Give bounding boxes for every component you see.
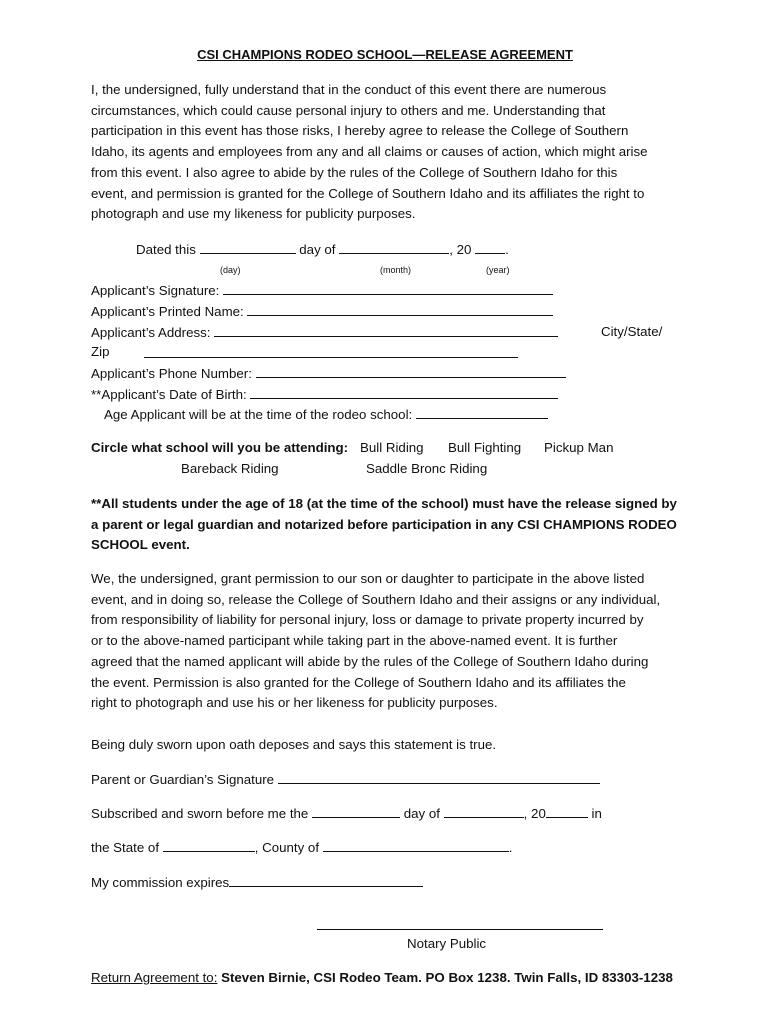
address-label: Applicant’s Address: — [91, 325, 211, 340]
return-address: Steven Birnie, CSI Rodeo Team. PO Box 1238. Twin Falls, ID 83303-1238 — [221, 970, 673, 985]
zip-label: Zip — [91, 344, 110, 359]
month-hint: (month) — [380, 265, 412, 275]
printed-name-field[interactable] — [247, 303, 553, 316]
age-row — [104, 406, 548, 422]
subscribed-day-of: day of — [403, 806, 440, 821]
guardian-line: from responsibility of liability for personal injury, loss or damage to private property incurred by — [91, 612, 644, 628]
day-blank[interactable] — [200, 241, 296, 254]
guardian-line: or to the above-named participant while taking part in the above-named event. It is further — [91, 633, 618, 649]
address-row — [91, 324, 558, 340]
intro-line: Idaho, its agents and employees from any and all claims or causes of action, which might arise — [91, 144, 648, 160]
dob-field[interactable] — [250, 386, 558, 399]
dated-period: . — [505, 242, 509, 257]
return-row — [91, 970, 673, 985]
option-bull-riding[interactable]: Bull Riding — [360, 440, 424, 455]
year-blank[interactable] — [475, 241, 505, 254]
intro-line: photograph and use my likeness for publicity purposes. — [91, 206, 416, 222]
option-pickup-man[interactable]: Pickup Man — [544, 440, 614, 455]
intro-paragraph — [91, 80, 691, 225]
intro-line: from this event. I also agree to abide by the rules of the College of Southern Idaho for this — [91, 164, 618, 180]
commission-label: My commission expires — [91, 875, 230, 890]
state-label: the State of — [91, 840, 160, 855]
oath-statement: Being duly sworn upon oath deposes and says this statement is true. — [91, 737, 497, 752]
subscribed-year-field[interactable] — [546, 805, 588, 818]
month-blank[interactable] — [339, 241, 449, 254]
minor-notice — [91, 494, 711, 556]
day-hint: (day) — [220, 265, 241, 275]
signature-label: Applicant’s Signature: — [91, 283, 220, 298]
commission-row — [91, 874, 423, 890]
dated-label: Dated this — [136, 242, 196, 257]
page-title: CSI CHAMPIONS RODEO SCHOOL—RELEASE AGREEMENT — [197, 47, 573, 62]
phone-label: Applicant’s Phone Number: — [91, 366, 252, 381]
guardian-line: agreed that the named applicant will abide by the rules of the College of Southern Idaho during — [91, 653, 649, 669]
county-field[interactable] — [323, 839, 509, 852]
commission-field[interactable] — [229, 874, 423, 887]
year-hint: (year) — [486, 265, 510, 275]
intro-line: participation in this event has those risks, I hereby agree to release the College of Southern — [91, 123, 629, 139]
address-field[interactable] — [214, 324, 558, 337]
city-state-label: City/State/ — [601, 324, 663, 339]
notice-line: **All students under the age of 18 (at the time of the school) must have the release signed by — [91, 496, 677, 511]
notary-signature-line[interactable] — [317, 929, 603, 930]
option-bareback-riding[interactable]: Bareback Riding — [181, 461, 279, 476]
intro-line: circumstances, which could cause personal injury to others and me. Understanding that — [91, 102, 606, 118]
subscribed-label: Subscribed and sworn before me the — [91, 806, 309, 821]
option-bull-fighting[interactable]: Bull Fighting — [448, 440, 522, 455]
dob-label: **Applicant’s Date of Birth: — [91, 387, 247, 402]
guardian-signature-row — [91, 771, 600, 787]
dob-row — [91, 386, 558, 402]
subscribed-in: in — [591, 806, 602, 821]
guardian-signature-label: Parent or Guardian’s Signature — [91, 772, 275, 787]
year-prefix: , 20 — [449, 242, 472, 257]
dated-row — [136, 241, 509, 257]
subscribed-month-field[interactable] — [444, 805, 524, 818]
subscribed-year-prefix: , 20 — [523, 806, 546, 821]
day-of-label: day of — [299, 242, 336, 257]
notice-line: SCHOOL event. — [91, 537, 190, 553]
city-state-zip-field[interactable] — [144, 357, 518, 358]
intro-line: event, and permission is granted for the College of Southern Idaho and its affiliates the right to — [91, 185, 645, 201]
state-field[interactable] — [163, 839, 255, 852]
return-label: Return Agreement to: — [91, 970, 218, 985]
phone-row — [91, 365, 566, 381]
option-saddle-bronc-riding[interactable]: Saddle Bronc Riding — [366, 461, 488, 476]
age-label: Age Applicant will be at the time of the rodeo school: — [104, 407, 413, 422]
age-field[interactable] — [416, 406, 548, 419]
school-prompt: Circle what school will you be attending: — [91, 440, 349, 455]
guardian-signature-field[interactable] — [278, 771, 600, 784]
subscribed-row — [91, 805, 602, 821]
notary-label: Notary Public — [407, 936, 487, 951]
intro-line: I, the undersigned, fully understand that in the conduct of this event there are numerous — [91, 82, 607, 97]
county-label: , County of — [254, 840, 320, 855]
state-county-row — [91, 839, 512, 855]
printed-name-label: Applicant’s Printed Name: — [91, 304, 244, 319]
guardian-line: event, and in doing so, release the College of Southern Idaho and their assigns or any individual, — [91, 591, 661, 607]
guardian-line: right to photograph and use his or her likeness for publicity purposes. — [91, 695, 498, 711]
phone-field[interactable] — [256, 365, 566, 378]
state-county-period: . — [508, 840, 513, 855]
printed-name-row — [91, 303, 553, 319]
signature-field[interactable] — [223, 282, 553, 295]
guardian-line: the event. Permission is also granted for the College of Southern Idaho and its affiliates the — [91, 674, 626, 690]
signature-row — [91, 282, 553, 298]
subscribed-day-field[interactable] — [312, 805, 400, 818]
guardian-line: We, the undersigned, grant permission to our son or daughter to participate in the above listed — [91, 571, 645, 586]
guardian-paragraph — [91, 569, 711, 714]
notice-line: a parent or legal guardian and notarized before participation in any CSI CHAMPIONS RODEO — [91, 516, 677, 532]
